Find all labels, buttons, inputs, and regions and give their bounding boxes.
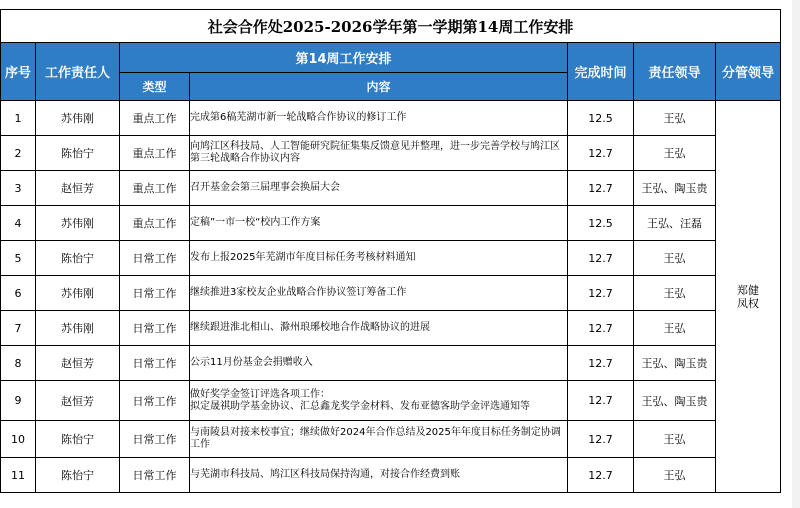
- table-row: [1, 241, 781, 276]
- row-type: 日常工作: [120, 421, 190, 458]
- row-owner: 苏伟刚: [36, 206, 120, 241]
- row-type: 日常工作: [120, 311, 190, 346]
- row-due: 12.7: [568, 421, 634, 458]
- row-number: 8: [1, 346, 36, 381]
- header-due: 完成时间: [568, 43, 634, 101]
- header-group: 第14周工作安排: [120, 43, 568, 73]
- row-leader: 王弘、陶玉贵: [634, 171, 716, 206]
- row-owner: 赵恒芳: [36, 381, 120, 421]
- row-number: 4: [1, 206, 36, 241]
- table-row: [1, 101, 781, 136]
- row-number: 2: [1, 136, 36, 171]
- header-type: 类型: [120, 73, 190, 101]
- row-type: 日常工作: [120, 276, 190, 311]
- row-type: 重点工作: [120, 171, 190, 206]
- row-type: 日常工作: [120, 381, 190, 421]
- table-row: [1, 206, 781, 241]
- row-due: 12.7: [568, 346, 634, 381]
- row-number: 10: [1, 421, 36, 458]
- row-content: 与芜湖市科技局、鸠江区科技局保持沟通，对接合作经费到账: [190, 458, 568, 493]
- header-seq: 序号: [1, 43, 36, 101]
- row-type: 重点工作: [120, 136, 190, 171]
- row-owner: 陈怡宁: [36, 421, 120, 458]
- row-content: 发布上报2025年芜湖市年度目标任务考核材料通知: [190, 241, 568, 276]
- row-content: 继续跟进淮北相山、滁州琅琊校地合作战略协议的进展: [190, 311, 568, 346]
- table-row: [1, 311, 781, 346]
- header-owner: 工作责任人: [36, 43, 120, 101]
- row-number: 9: [1, 381, 36, 421]
- table-row: [1, 421, 781, 458]
- table-row: [1, 381, 781, 421]
- row-number: 1: [1, 101, 36, 136]
- row-leader: 王弘: [634, 136, 716, 171]
- row-type: 日常工作: [120, 458, 190, 493]
- row-leader: 王弘: [634, 311, 716, 346]
- supervisor-cell: 郑健 凤权: [716, 101, 781, 493]
- header-content: 内容: [190, 73, 568, 101]
- row-owner: 苏伟刚: [36, 276, 120, 311]
- row-owner: 陈怡宁: [36, 241, 120, 276]
- row-content: 继续推进3家校友企业战略合作协议签订筹备工作: [190, 276, 568, 311]
- row-content: 召开基金会第三届理事会换届大会: [190, 171, 568, 206]
- row-due: 12.7: [568, 458, 634, 493]
- row-due: 12.7: [568, 171, 634, 206]
- row-due: 12.7: [568, 381, 634, 421]
- header-supervisor: 分管领导: [716, 43, 781, 101]
- table-row: [1, 276, 781, 311]
- row-leader: 王弘、陶玉贵: [634, 346, 716, 381]
- row-leader: 王弘: [634, 276, 716, 311]
- row-type: 日常工作: [120, 241, 190, 276]
- row-owner: 苏伟刚: [36, 311, 120, 346]
- row-owner: 苏伟刚: [36, 101, 120, 136]
- row-leader: 王弘: [634, 101, 716, 136]
- row-due: 12.7: [568, 276, 634, 311]
- row-number: 11: [1, 458, 36, 493]
- row-number: 6: [1, 276, 36, 311]
- table-row: [1, 346, 781, 381]
- sheet-title: 社会合作处2025-2026学年第一学期第14周工作安排: [1, 10, 781, 43]
- row-due: 12.7: [568, 311, 634, 346]
- row-leader: 王弘: [634, 421, 716, 458]
- row-leader: 王弘: [634, 458, 716, 493]
- row-due: 12.7: [568, 136, 634, 171]
- row-owner: 陈怡宁: [36, 136, 120, 171]
- row-leader: 王弘、陶玉贵: [634, 381, 716, 421]
- row-due: 12.5: [568, 101, 634, 136]
- row-content: 向鸠江区科技局、人工智能研究院征集集反馈意见并整理，进一步完善学校与鸠江区第三轮战略合作协议内容: [190, 136, 568, 171]
- row-number: 3: [1, 171, 36, 206]
- table-row: [1, 171, 781, 206]
- row-due: 12.5: [568, 206, 634, 241]
- table-row: [1, 136, 781, 171]
- row-content: 定稿”一市一校“校内工作方案: [190, 206, 568, 241]
- row-owner: 赵恒芳: [36, 171, 120, 206]
- row-content: 与南陵县对接来校事宜；继续做好2024年合作总结及2025年年度目标任务制定协调工作: [190, 421, 568, 458]
- row-number: 5: [1, 241, 36, 276]
- table-row: [1, 458, 781, 493]
- row-leader: 王弘: [634, 241, 716, 276]
- row-content: 做好奖学金签订评选各项工作： 拟定晟祺助学基金协议、汇总鑫龙奖学金材料、发布亚德客助学金评选通知等: [190, 381, 568, 421]
- row-number: 7: [1, 311, 36, 346]
- row-type: 重点工作: [120, 206, 190, 241]
- page-edge: [792, 0, 800, 508]
- row-due: 12.7: [568, 241, 634, 276]
- row-owner: 陈怡宁: [36, 458, 120, 493]
- row-type: 重点工作: [120, 101, 190, 136]
- work-schedule-table: [0, 9, 781, 493]
- row-owner: 赵恒芳: [36, 346, 120, 381]
- row-content: 公示11月份基金会捐赠收入: [190, 346, 568, 381]
- row-leader: 王弘、汪磊: [634, 206, 716, 241]
- row-type: 日常工作: [120, 346, 190, 381]
- header-leader: 责任领导: [634, 43, 716, 101]
- row-content: 完成第6稿芜湖市新一轮战略合作协议的修订工作: [190, 101, 568, 136]
